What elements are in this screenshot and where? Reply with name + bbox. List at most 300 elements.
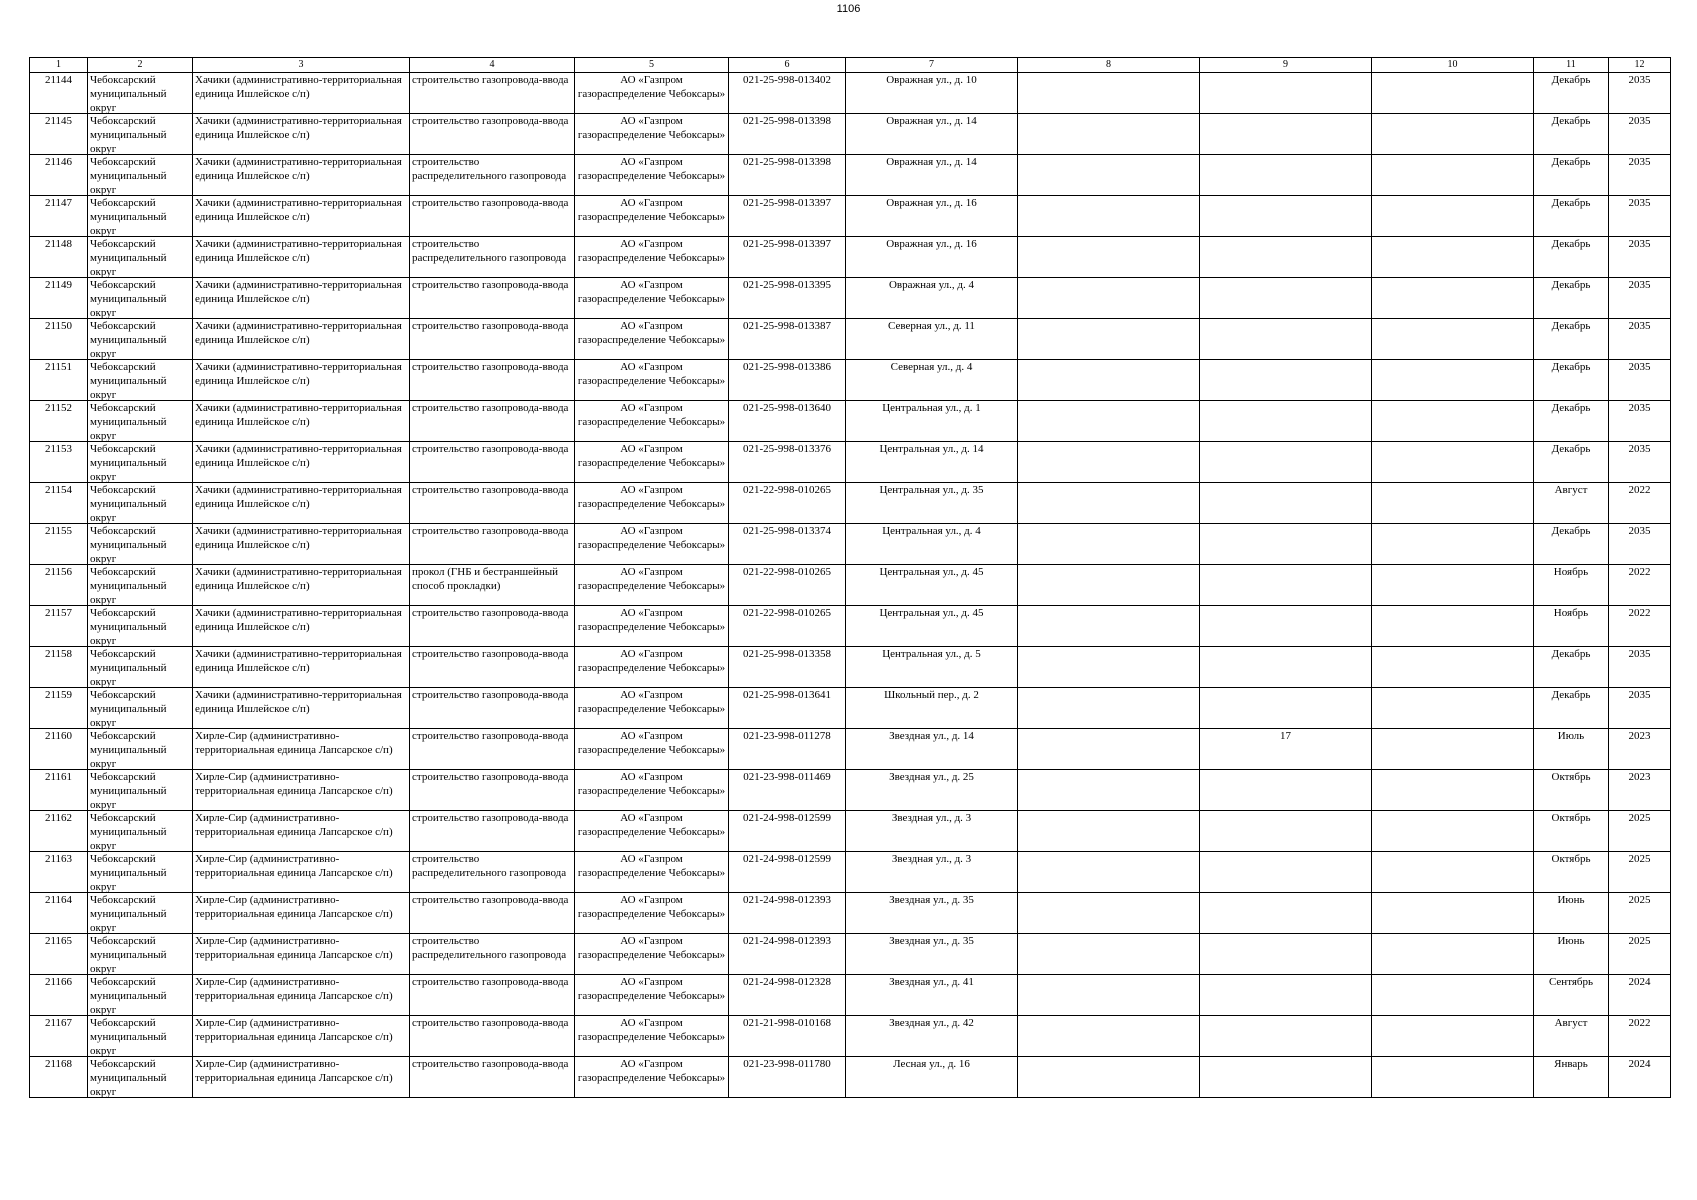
cell-col-9-text [1202,688,1369,728]
cell-settlement-text: Хачики (административно-территориальная единица Ишлейское с/п) [195,197,402,223]
cell-object-code [729,565,846,606]
cell-municipality-text: Чебоксарский муниципальный округ [90,1017,167,1056]
cell-number [30,934,88,975]
cell-organization [575,196,729,237]
table-row [30,811,1671,852]
cell-col-9-text [1202,934,1369,974]
cell-col-8 [1018,196,1200,237]
column-header: 2 [88,58,193,73]
cell-municipality [88,237,193,278]
cell-col-8-text [1020,114,1197,154]
cell-number [30,278,88,319]
cell-settlement-text: Хирле-Сир (административно-территориальная единица Лапсарское с/п) [195,894,393,920]
cell-col-9-text [1202,1016,1369,1056]
cell-organization [575,319,729,360]
table-row [30,606,1671,647]
cell-number [30,155,88,196]
cell-col-8 [1018,319,1200,360]
cell-year-text: 2035 [1628,443,1651,455]
table-row [30,278,1671,319]
cell-address [846,770,1018,811]
column-header: 7 [846,58,1018,73]
cell-col-9 [1200,893,1372,934]
cell-address-text: Центральная ул., д. 4 [882,525,981,537]
cell-address [846,483,1018,524]
cell-year-text: 2025 [1628,853,1651,865]
cell-col-9 [1200,565,1372,606]
cell-number [30,524,88,565]
column-header: 11 [1534,58,1609,73]
cell-number-text: 21161 [44,771,73,783]
cell-municipality-text: Чебоксарский муниципальный округ [90,730,167,769]
cell-year [1609,647,1671,688]
cell-object-code-text: 021-23-998-011278 [743,730,831,742]
cell-month-text: Декабрь [1551,320,1591,332]
cell-col-9-text [1202,196,1369,236]
cell-col-10-text [1374,606,1531,646]
cell-col-9 [1200,237,1372,278]
cell-settlement-text: Хачики (административно-территориальная единица Ишлейское с/п) [195,238,402,264]
cell-col-9-text [1202,852,1369,892]
cell-number-text: 21154 [44,484,73,496]
cell-number-text: 21159 [44,689,73,701]
cell-municipality-text: Чебоксарский муниципальный округ [90,525,167,564]
cell-col-8-text [1020,196,1197,236]
cell-col-8 [1018,278,1200,319]
cell-municipality [88,319,193,360]
cell-address-text: Центральная ул., д. 5 [882,648,981,660]
cell-col-8 [1018,688,1200,729]
cell-year-text: 2022 [1628,566,1651,578]
cell-organization [575,606,729,647]
cell-organization-text: АО «Газпром газораспределение Чебоксары» [577,484,726,510]
cell-object-code-text: 021-25-998-013640 [743,402,831,414]
cell-settlement [193,1057,410,1098]
cell-organization-text: АО «Газпром газораспределение Чебоксары» [577,894,726,920]
cell-col-9-text [1202,975,1369,1015]
cell-address-text: Звездная ул., д. 35 [889,894,974,906]
cell-number-text: 21155 [44,525,73,537]
cell-number [30,1057,88,1098]
cell-work-type [410,852,575,893]
cell-year-text: 2035 [1628,74,1651,86]
cell-col-10 [1372,852,1534,893]
cell-work-type-text: строительство газопровода-ввода [412,197,569,209]
cell-number [30,811,88,852]
cell-work-type-text: строительство газопровода-ввода [412,74,569,86]
cell-address [846,934,1018,975]
cell-number-text: 21150 [44,320,73,332]
table-row [30,893,1671,934]
cell-col-8 [1018,770,1200,811]
cell-organization [575,770,729,811]
cell-organization-text: АО «Газпром газораспределение Чебоксары» [577,607,726,633]
cell-number-text: 21144 [44,74,73,86]
cell-col-8-text [1020,770,1197,810]
cell-work-type [410,73,575,114]
cell-settlement-text: Хачики (административно-территориальная единица Ишлейское с/п) [195,648,402,674]
cell-municipality [88,934,193,975]
cell-month-text: Август [1554,1017,1588,1029]
cell-col-8-text [1020,278,1197,318]
table-row [30,934,1671,975]
cell-municipality [88,278,193,319]
cell-settlement-text: Хачики (административно-территориальная единица Ишлейское с/п) [195,156,402,182]
cell-work-type-text: строительство газопровода-ввода [412,976,569,988]
cell-address-text: Овражная ул., д. 14 [886,115,977,127]
cell-col-9 [1200,483,1372,524]
cell-col-10-text [1374,196,1531,236]
cell-object-code [729,647,846,688]
cell-work-type-text: строительство газопровода-ввода [412,443,569,455]
cell-settlement-text: Хачики (административно-территориальная единица Ишлейское с/п) [195,279,402,305]
cell-address-text: Лесная ул., д. 16 [893,1058,970,1070]
cell-organization-text: АО «Газпром газораспределение Чебоксары» [577,1058,726,1084]
cell-municipality [88,565,193,606]
cell-col-9 [1200,934,1372,975]
cell-col-9-text [1202,811,1369,851]
cell-col-8-text [1020,483,1197,523]
cell-col-10-text [1374,975,1531,1015]
cell-object-code-text: 021-24-998-012599 [743,853,831,865]
cell-work-type-text: строительство газопровода-ввода [412,689,569,701]
table-row [30,360,1671,401]
cell-month-text: Август [1554,484,1588,496]
cell-work-type [410,442,575,483]
cell-month [1534,196,1609,237]
cell-month-text: Декабрь [1551,156,1591,168]
cell-col-8 [1018,360,1200,401]
cell-address-text: Овражная ул., д. 14 [886,156,977,168]
cell-month [1534,688,1609,729]
cell-object-code [729,811,846,852]
cell-number [30,852,88,893]
cell-month-text: Сентябрь [1548,976,1594,988]
cell-col-9 [1200,196,1372,237]
table-body [30,73,1671,1098]
cell-col-8 [1018,934,1200,975]
cell-municipality [88,155,193,196]
cell-number [30,319,88,360]
cell-year [1609,688,1671,729]
column-header: 5 [575,58,729,73]
cell-col-10-text [1374,565,1531,605]
cell-address-text: Школьный пер., д. 2 [884,689,979,701]
cell-col-8-text [1020,401,1197,441]
cell-municipality-text: Чебоксарский муниципальный округ [90,771,167,810]
cell-settlement [193,483,410,524]
cell-number-text: 21148 [44,238,73,250]
cell-object-code-text: 021-25-998-013358 [743,648,831,660]
cell-object-code-text: 021-25-998-013374 [743,525,831,537]
cell-col-9-text [1202,442,1369,482]
cell-col-9-text [1202,893,1369,933]
cell-col-8-text [1020,319,1197,359]
cell-month [1534,360,1609,401]
cell-work-type-text: строительство газопровода-ввода [412,1058,569,1070]
cell-object-code-text: 021-22-998-010265 [743,566,831,578]
cell-col-9-text [1202,278,1369,318]
cell-year-text: 2025 [1628,894,1651,906]
table-row [30,1057,1671,1098]
cell-settlement-text: Хачики (административно-территориальная единица Ишлейское с/п) [195,689,402,715]
cell-month [1534,278,1609,319]
cell-number [30,729,88,770]
cell-object-code-text: 021-25-998-013402 [743,74,831,86]
cell-object-code-text: 021-25-998-013395 [743,279,831,291]
cell-work-type [410,688,575,729]
cell-object-code-text: 021-24-998-012599 [743,812,831,824]
cell-settlement [193,360,410,401]
cell-work-type [410,934,575,975]
cell-organization-text: АО «Газпром газораспределение Чебоксары» [577,648,726,674]
cell-number-text: 21149 [44,279,73,291]
cell-municipality-text: Чебоксарский муниципальный округ [90,607,167,646]
cell-settlement-text: Хирле-Сир (административно-территориальная единица Лапсарское с/п) [195,935,393,961]
cell-settlement-text: Хирле-Сир (административно-территориальная единица Лапсарское с/п) [195,730,393,756]
header-row [30,58,1671,73]
cell-organization-text: АО «Газпром газораспределение Чебоксары» [577,74,726,100]
cell-month [1534,1057,1609,1098]
cell-address [846,524,1018,565]
cell-organization [575,73,729,114]
cell-col-8-text [1020,606,1197,646]
cell-col-10-text [1374,934,1531,974]
cell-settlement [193,729,410,770]
cell-municipality [88,114,193,155]
cell-address-text: Центральная ул., д. 45 [879,607,984,619]
cell-settlement-text: Хачики (административно-территориальная единица Ишлейское с/п) [195,484,402,510]
table-row [30,852,1671,893]
cell-settlement-text: Хирле-Сир (административно-территориальная единица Лапсарское с/п) [195,771,393,797]
cell-object-code-text: 021-25-998-013387 [743,320,831,332]
cell-col-9-text [1202,319,1369,359]
cell-address [846,237,1018,278]
cell-month-text: Декабрь [1551,197,1591,209]
cell-col-8 [1018,114,1200,155]
cell-object-code [729,401,846,442]
cell-col-8 [1018,1016,1200,1057]
table-row [30,401,1671,442]
cell-work-type-text: строительство газопровода-ввода [412,361,569,373]
cell-number [30,237,88,278]
cell-work-type-text: прокол (ГНБ и бестраншейный способ прокладки) [412,566,559,592]
cell-work-type [410,319,575,360]
cell-organization-text: АО «Газпром газораспределение Чебоксары» [577,935,726,961]
cell-col-9-text [1202,565,1369,605]
cell-col-9 [1200,319,1372,360]
cell-year [1609,278,1671,319]
cell-col-8-text [1020,975,1197,1015]
cell-col-10-text [1374,729,1531,769]
cell-year-text: 2035 [1628,279,1651,291]
cell-object-code-text: 021-25-998-013397 [743,197,831,209]
cell-municipality-text: Чебоксарский муниципальный округ [90,812,167,851]
cell-col-9 [1200,73,1372,114]
table-row [30,237,1671,278]
cell-year [1609,360,1671,401]
cell-address [846,565,1018,606]
cell-work-type [410,647,575,688]
cell-col-10-text [1374,1057,1531,1097]
cell-work-type-text: строительство газопровода-ввода [412,402,569,414]
cell-month-text: Июнь [1557,894,1585,906]
cell-work-type [410,237,575,278]
cell-municipality-text: Чебоксарский муниципальный округ [90,689,167,728]
cell-col-8 [1018,524,1200,565]
cell-year [1609,729,1671,770]
cell-year [1609,1016,1671,1057]
cell-col-9 [1200,729,1372,770]
table-row [30,729,1671,770]
cell-col-10 [1372,1016,1534,1057]
cell-col-10 [1372,647,1534,688]
cell-month-text: Декабрь [1551,361,1591,373]
cell-address [846,442,1018,483]
cell-month-text: Декабрь [1551,238,1591,250]
cell-year-text: 2035 [1628,689,1651,701]
cell-col-9 [1200,688,1372,729]
cell-organization [575,524,729,565]
cell-col-10 [1372,114,1534,155]
cell-year [1609,565,1671,606]
cell-year-text: 2035 [1628,115,1651,127]
cell-settlement-text: Хачики (административно-территориальная единица Ишлейское с/п) [195,115,402,141]
cell-settlement [193,73,410,114]
cell-col-10-text [1374,1016,1531,1056]
cell-object-code [729,975,846,1016]
cell-settlement [193,934,410,975]
cell-organization [575,975,729,1016]
cell-object-code-text: 021-25-998-013398 [743,115,831,127]
cell-address-text: Звездная ул., д. 14 [889,730,974,742]
cell-month [1534,770,1609,811]
cell-col-10 [1372,360,1534,401]
cell-number [30,360,88,401]
cell-municipality-text: Чебоксарский муниципальный округ [90,976,167,1015]
cell-object-code [729,278,846,319]
cell-municipality [88,606,193,647]
cell-number-text: 21163 [44,853,73,865]
cell-organization-text: АО «Газпром газораспределение Чебоксары» [577,976,726,1002]
cell-number-text: 21157 [44,607,73,619]
cell-work-type-text: строительство распределительного газопровода [412,238,567,264]
cell-number-text: 21152 [44,402,73,414]
cell-organization [575,811,729,852]
table-row [30,319,1671,360]
cell-object-code [729,606,846,647]
cell-work-type-text: строительство газопровода-ввода [412,894,569,906]
cell-settlement [193,278,410,319]
cell-address [846,196,1018,237]
cell-col-10 [1372,729,1534,770]
cell-col-8 [1018,565,1200,606]
cell-year [1609,73,1671,114]
cell-year [1609,811,1671,852]
cell-number [30,401,88,442]
cell-month-text: Декабрь [1551,402,1591,414]
cell-organization-text: АО «Газпром газораспределение Чебоксары» [577,771,726,797]
cell-organization-text: АО «Газпром газораспределение Чебоксары» [577,402,726,428]
cell-work-type [410,893,575,934]
cell-number [30,1016,88,1057]
cell-col-10-text [1374,401,1531,441]
cell-col-10 [1372,770,1534,811]
cell-settlement [193,811,410,852]
cell-year [1609,770,1671,811]
table-row [30,975,1671,1016]
cell-organization [575,565,729,606]
cell-organization [575,852,729,893]
cell-municipality [88,975,193,1016]
cell-col-9-text [1202,360,1369,400]
cell-col-10-text [1374,483,1531,523]
cell-year-text: 2035 [1628,238,1651,250]
cell-col-10 [1372,155,1534,196]
cell-address [846,606,1018,647]
cell-col-10-text [1374,278,1531,318]
cell-col-8 [1018,852,1200,893]
cell-settlement [193,688,410,729]
cell-year [1609,1057,1671,1098]
cell-col-9 [1200,278,1372,319]
cell-year [1609,934,1671,975]
cell-year [1609,237,1671,278]
cell-work-type [410,729,575,770]
cell-year [1609,975,1671,1016]
cell-municipality [88,401,193,442]
cell-organization [575,1057,729,1098]
cell-settlement [193,565,410,606]
cell-month [1534,565,1609,606]
cell-col-8-text [1020,647,1197,687]
cell-municipality [88,360,193,401]
cell-month-text: Декабрь [1551,525,1591,537]
cell-organization-text: АО «Газпром газораспределение Чебоксары» [577,361,726,387]
cell-address-text: Центральная ул., д. 14 [879,443,984,455]
cell-address-text: Звездная ул., д. 3 [891,812,972,824]
cell-year-text: 2035 [1628,361,1651,373]
cell-number [30,442,88,483]
cell-col-9 [1200,1016,1372,1057]
cell-number-text: 21147 [44,197,73,209]
cell-object-code [729,237,846,278]
cell-settlement [193,893,410,934]
cell-address [846,688,1018,729]
cell-col-8 [1018,606,1200,647]
cell-year [1609,483,1671,524]
cell-col-9-text [1202,1057,1369,1097]
cell-municipality-text: Чебоксарский муниципальный округ [90,74,167,113]
column-header: 12 [1609,58,1671,73]
cell-organization [575,360,729,401]
cell-col-8 [1018,893,1200,934]
cell-col-9-text [1202,524,1369,564]
cell-work-type-text: строительство газопровода-ввода [412,1017,569,1029]
cell-address [846,1016,1018,1057]
cell-municipality [88,770,193,811]
cell-month [1534,237,1609,278]
cell-object-code-text: 021-24-998-012393 [743,894,831,906]
cell-municipality-text: Чебоксарский муниципальный округ [90,320,167,359]
cell-organization-text: АО «Газпром газораспределение Чебоксары» [577,730,726,756]
cell-number-text: 21156 [44,566,73,578]
cell-organization-text: АО «Газпром газораспределение Чебоксары» [577,443,726,469]
cell-col-10 [1372,893,1534,934]
cell-month-text: Декабрь [1551,115,1591,127]
table-row [30,770,1671,811]
cell-col-8-text [1020,934,1197,974]
